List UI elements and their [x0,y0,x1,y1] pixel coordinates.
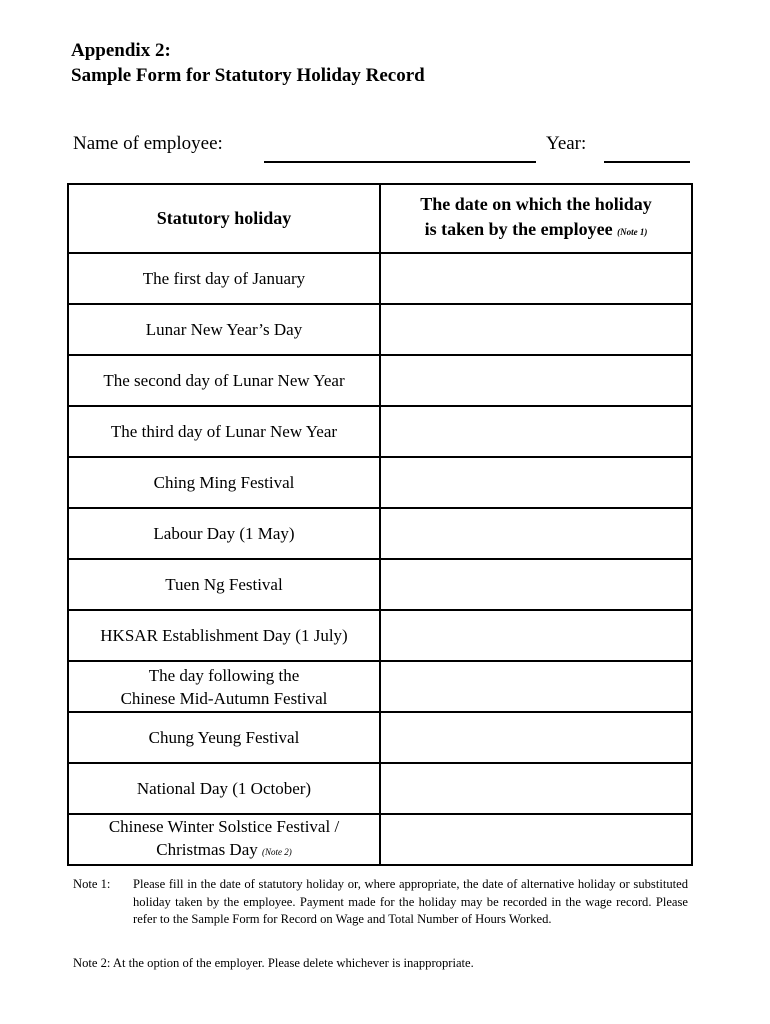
note1-text: Please fill in the date of statutory holiday or, where appropriate, the date of alternative holiday or substituted holiday taken by the employee. Payment made for the holiday may be recorded in the wage record. Please refer to the Sample Form for Record on Wage and Total Number of Hours Worked. [133,877,688,926]
year-field[interactable] [604,161,690,163]
holiday-name: Labour Day (1 May) [153,524,295,543]
holiday-name: The second day of Lunar New Year [103,371,345,390]
date-taken-input-cell[interactable] [380,763,692,814]
holiday-name-cell [68,814,380,865]
table-row [68,814,692,865]
holiday-name: The day following the [148,665,300,685]
date-taken-input-cell[interactable] [380,253,692,304]
date-taken-input-cell[interactable] [380,814,692,865]
note1-reference: (Note 1) [617,227,648,237]
date-taken-input-cell[interactable] [380,559,692,610]
table-row [68,304,692,355]
holiday-record-table [67,183,693,866]
date-taken-input-cell[interactable] [380,355,692,406]
holiday-name-cell [68,508,380,559]
date-taken-input-cell[interactable] [380,610,692,661]
form-title: Sample Form for Statutory Holiday Record [71,65,425,86]
date-taken-input-cell[interactable] [380,712,692,763]
date-taken-input-cell[interactable] [380,457,692,508]
table-row [68,661,692,712]
holiday-name-cell [68,559,380,610]
date-taken-input-cell[interactable] [380,406,692,457]
table-row [68,610,692,661]
holiday-name-cell [68,355,380,406]
holiday-name: The first day of January [142,269,306,288]
holiday-name-cell [68,712,380,763]
appendix-label: Appendix 2: [71,40,171,61]
statutory-holiday-header: Statutory holiday [68,184,380,253]
note-1 [73,876,688,929]
holiday-name: The third day of Lunar New Year [110,422,338,441]
table-header-row [68,184,692,253]
table-row [68,355,692,406]
holiday-name-cell [68,661,380,712]
holiday-name: Ching Ming Festival [153,473,295,492]
holiday-name-cell [68,304,380,355]
holiday-name-cell [68,457,380,508]
table-row [68,559,692,610]
note2-reference: (Note 2) [262,847,292,857]
date-taken-input-cell[interactable] [380,304,692,355]
holiday-name: Chinese Winter Solstice Festival / [108,817,340,836]
table-row [68,508,692,559]
table-row [68,253,692,304]
table-row [68,406,692,457]
table-row [68,712,692,763]
holiday-name: Chung Yeung Festival [148,728,300,747]
holiday-name-cell [68,253,380,304]
holiday-name: HKSAR Establishment Day (1 July) [100,626,348,645]
note1-label: Note 1: [73,877,111,891]
date-taken-input-cell[interactable] [380,661,692,712]
holiday-name: Lunar New Year’s Day [145,320,303,339]
holiday-name-cell [68,406,380,457]
employee-name-field[interactable] [264,161,536,163]
holiday-name-line2: Chinese Mid-Autumn Festival [120,688,328,708]
note-2: Note 2: At the option of the employer. Please delete whichever is inappropriate. [73,956,474,970]
date-taken-input-cell[interactable] [380,508,692,559]
table-row [68,457,692,508]
date-header-line1: The date on which the holiday [420,194,652,214]
holiday-name: National Day (1 October) [136,779,312,798]
holiday-name-cell [68,610,380,661]
year-label: Year: [546,133,587,154]
date-header-line2: is taken by the employee [424,219,613,239]
employee-name-label: Name of employee: [73,133,223,154]
holiday-name: Tuen Ng Festival [165,575,283,594]
date-taken-header [380,184,692,253]
table-row [68,763,692,814]
holiday-name-cell [68,763,380,814]
holiday-name-line2: Christmas Day [156,840,258,859]
